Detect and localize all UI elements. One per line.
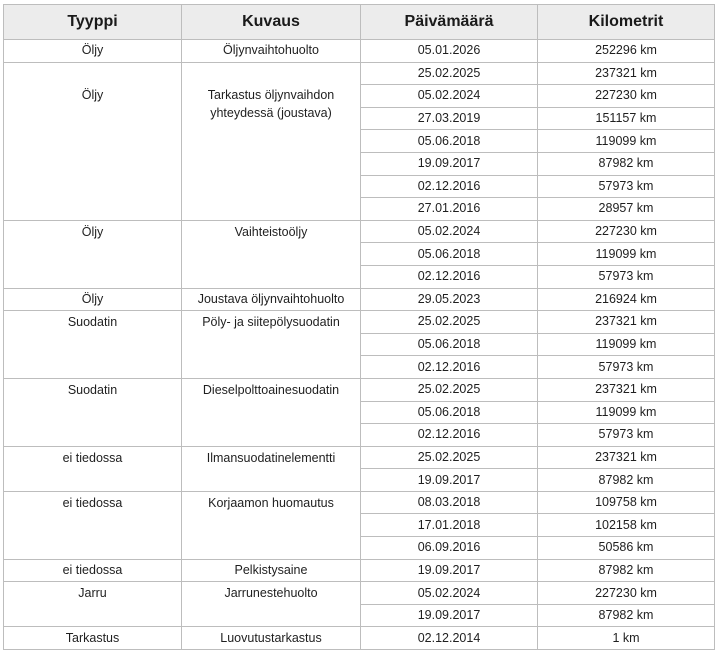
cell-kilometers: 57973 km <box>538 175 715 198</box>
cell-kilometers: 237321 km <box>538 446 715 469</box>
cell-description: Öljynvaihtohuolto <box>182 40 361 63</box>
table-body <box>4 40 715 650</box>
cell-kilometers: 57973 km <box>538 356 715 379</box>
cell-date: 06.09.2016 <box>361 537 538 560</box>
cell-type: Suodatin <box>4 378 182 446</box>
cell-date: 29.05.2023 <box>361 288 538 311</box>
cell-date: 17.01.2018 <box>361 514 538 537</box>
cell-date: 25.02.2025 <box>361 311 538 334</box>
table-row <box>4 446 715 469</box>
cell-kilometers: 119099 km <box>538 333 715 356</box>
cell-description: Ilmansuodatinelementti <box>182 446 361 491</box>
cell-kilometers: 87982 km <box>538 559 715 582</box>
cell-date: 19.09.2017 <box>361 559 538 582</box>
cell-kilometers: 237321 km <box>538 311 715 334</box>
cell-type: ei tiedossa <box>4 446 182 491</box>
cell-date: 05.01.2026 <box>361 40 538 63</box>
cell-kilometers: 227230 km <box>538 220 715 243</box>
table-row <box>4 559 715 582</box>
cell-kilometers: 109758 km <box>538 491 715 514</box>
cell-description: Jarrunestehuolto <box>182 582 361 627</box>
cell-date: 05.06.2018 <box>361 243 538 266</box>
cell-kilometers: 57973 km <box>538 424 715 447</box>
cell-type: Öljy <box>4 40 182 63</box>
cell-kilometers: 237321 km <box>538 62 715 85</box>
cell-kilometers: 237321 km <box>538 378 715 401</box>
cell-type: Suodatin <box>4 311 182 379</box>
cell-date: 08.03.2018 <box>361 491 538 514</box>
cell-kilometers: 119099 km <box>538 243 715 266</box>
cell-description: Korjaamon huomautus <box>182 491 361 559</box>
cell-date: 05.06.2018 <box>361 333 538 356</box>
cell-kilometers: 87982 km <box>538 604 715 627</box>
cell-kilometers: 252296 km <box>538 40 715 63</box>
cell-kilometers: 151157 km <box>538 107 715 130</box>
cell-date: 02.12.2014 <box>361 627 538 650</box>
cell-kilometers: 87982 km <box>538 469 715 492</box>
cell-kilometers: 227230 km <box>538 85 715 108</box>
cell-date: 05.06.2018 <box>361 401 538 424</box>
cell-date: 05.02.2024 <box>361 85 538 108</box>
service-history-table <box>3 4 715 650</box>
cell-type: Öljy <box>4 62 182 220</box>
cell-type: Öljy <box>4 288 182 311</box>
table-row <box>4 582 715 605</box>
cell-kilometers: 119099 km <box>538 130 715 153</box>
cell-kilometers: 57973 km <box>538 265 715 288</box>
table-row <box>4 378 715 401</box>
cell-date: 02.12.2016 <box>361 356 538 379</box>
cell-kilometers: 28957 km <box>538 198 715 221</box>
cell-kilometers: 216924 km <box>538 288 715 311</box>
table-row <box>4 491 715 514</box>
table-header <box>4 5 715 40</box>
cell-description: Luovutustarkastus <box>182 627 361 650</box>
cell-date: 25.02.2025 <box>361 62 538 85</box>
cell-kilometers: 119099 km <box>538 401 715 424</box>
cell-date: 02.12.2016 <box>361 424 538 447</box>
table-row <box>4 311 715 334</box>
header-description: Kuvaus <box>182 5 361 40</box>
cell-description: Dieselpolttoainesuodatin <box>182 378 361 446</box>
cell-date: 05.02.2024 <box>361 582 538 605</box>
cell-description: Pelkistysaine <box>182 559 361 582</box>
cell-date: 25.02.2025 <box>361 378 538 401</box>
header-kilometers: Kilometrit <box>538 5 715 40</box>
cell-type: Tarkastus <box>4 627 182 650</box>
cell-date: 19.09.2017 <box>361 469 538 492</box>
cell-date: 19.09.2017 <box>361 604 538 627</box>
cell-kilometers: 227230 km <box>538 582 715 605</box>
cell-kilometers: 102158 km <box>538 514 715 537</box>
cell-type: ei tiedossa <box>4 559 182 582</box>
cell-kilometers: 87982 km <box>538 152 715 175</box>
cell-date: 05.02.2024 <box>361 220 538 243</box>
cell-description: Vaihteistoöljy <box>182 220 361 288</box>
cell-type: ei tiedossa <box>4 491 182 559</box>
table-row <box>4 40 715 63</box>
service-history <box>3 4 714 650</box>
cell-date: 25.02.2025 <box>361 446 538 469</box>
cell-kilometers: 1 km <box>538 627 715 650</box>
cell-date: 19.09.2017 <box>361 152 538 175</box>
header-date: Päivämäärä <box>361 5 538 40</box>
cell-date: 27.01.2016 <box>361 198 538 221</box>
table-row <box>4 62 715 85</box>
table-row <box>4 220 715 243</box>
table-row <box>4 288 715 311</box>
cell-date: 05.06.2018 <box>361 130 538 153</box>
cell-date: 27.03.2019 <box>361 107 538 130</box>
cell-kilometers: 50586 km <box>538 537 715 560</box>
header-type: Tyyppi <box>4 5 182 40</box>
cell-type: Öljy <box>4 220 182 288</box>
cell-description: Joustava öljynvaihtohuolto <box>182 288 361 311</box>
cell-date: 02.12.2016 <box>361 175 538 198</box>
cell-description: Pöly- ja siitepölysuodatin <box>182 311 361 379</box>
cell-date: 02.12.2016 <box>361 265 538 288</box>
cell-description: Tarkastus öljynvaihdon yhteydessä (joustava) <box>182 62 361 220</box>
header-row <box>4 5 715 40</box>
table-row <box>4 627 715 650</box>
cell-type: Jarru <box>4 582 182 627</box>
